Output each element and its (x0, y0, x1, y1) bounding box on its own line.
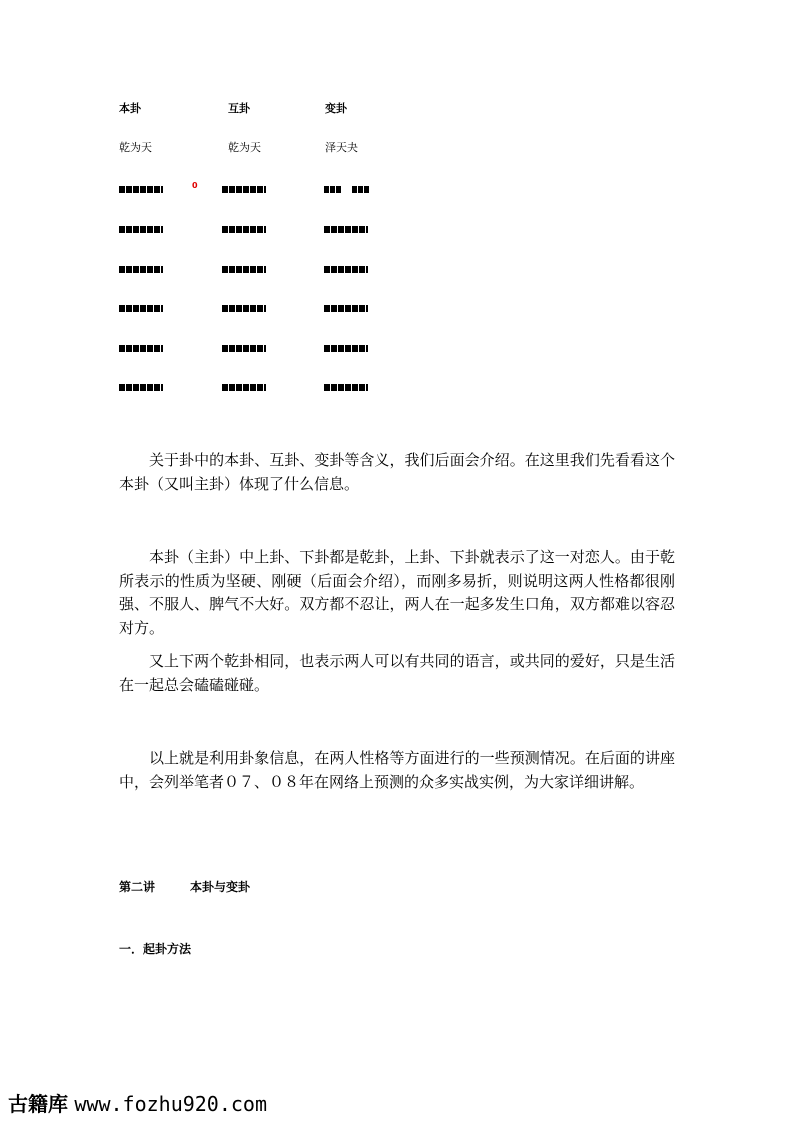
subsection-heading: 一．起卦方法 (119, 942, 192, 956)
yin-line (324, 186, 370, 193)
moving-line-marker: 0 (192, 181, 198, 190)
paragraph-common: 又上下两个乾卦相同，也表示两人可以有共同的语言，或共同的爱好，只是生活在一起总会磕磕碰碰。 (119, 652, 675, 694)
ben-gua-name: 乾为天 (119, 141, 152, 154)
yang-line (324, 226, 368, 233)
yang-line (324, 384, 368, 391)
yang-line (222, 305, 266, 312)
header-ben-gua: 本卦 (119, 102, 141, 115)
yang-line (119, 186, 163, 193)
site-url[interactable]: www.fozhu920.com (74, 1092, 268, 1116)
yang-line (222, 226, 266, 233)
yang-line (119, 226, 163, 233)
yang-line (119, 345, 163, 352)
paragraph-analysis: 本卦（主卦）中上卦、下卦都是乾卦，上卦、下卦就表示了这一对恋人。由于乾所表示的性质为坚硬、刚硬（后面会介绍），而刚多易折，则说明这两人性格都很刚强、不服人、脾气不大好。双方都不忍让，两人在一起多发生口角，双方都难以容忍对方。 (119, 548, 675, 637)
bian-gua-name: 泽天夬 (325, 141, 358, 154)
yang-line (324, 345, 368, 352)
yang-line (119, 266, 163, 273)
yang-line (119, 384, 163, 391)
yang-line (222, 266, 266, 273)
yang-line (222, 186, 266, 193)
header-bian-gua: 变卦 (325, 102, 347, 115)
paragraph-summary: 以上就是利用卦象信息，在两人性格等方面进行的一些预测情况。在后面的讲座中，会列举笔者０７、０８年在网络上预测的众多实战实例，为大家详细讲解。 (119, 749, 675, 791)
yang-line (324, 305, 368, 312)
site-name: 古籍库 (8, 1092, 68, 1116)
lecture-number: 第二讲 (119, 880, 156, 894)
yang-line (324, 266, 368, 273)
header-hu-gua: 互卦 (228, 102, 250, 115)
footer-watermark (8, 1088, 267, 1117)
lecture-title: 本卦与变卦 (190, 880, 251, 894)
hu-gua-name: 乾为天 (228, 141, 261, 154)
paragraph-intro: 关于卦中的本卦、互卦、变卦等含义，我们后面会介绍。在这里我们先看看这个本卦（又叫主卦）体现了什么信息。 (119, 451, 675, 493)
yang-line (119, 305, 163, 312)
yang-line (222, 345, 266, 352)
yang-line (222, 384, 266, 391)
